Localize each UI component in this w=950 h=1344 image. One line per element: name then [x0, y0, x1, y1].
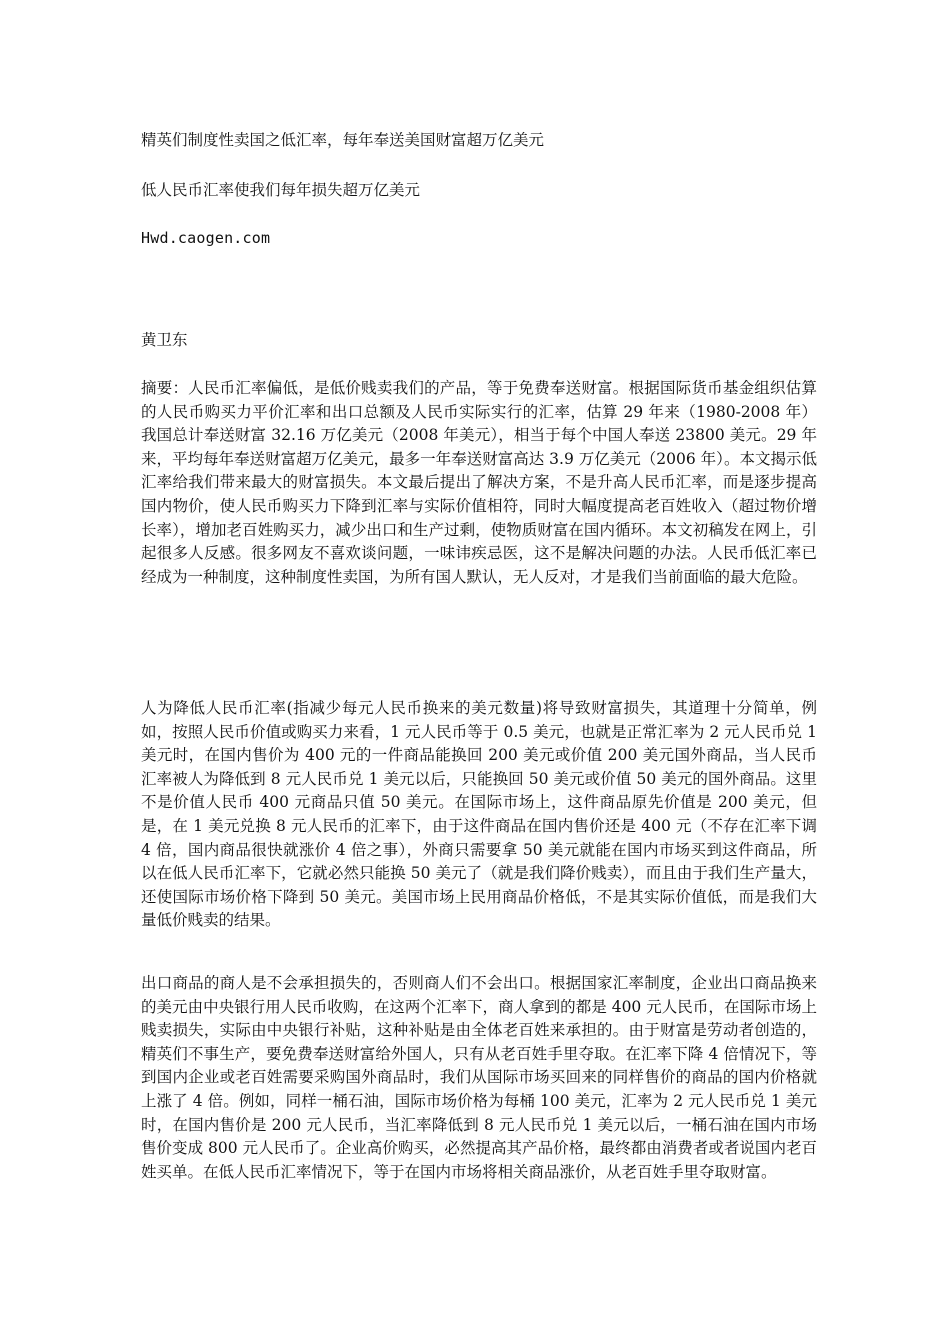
source-site: Hwd.caogen.com [141, 229, 271, 247]
document-subtitle: 低人民币汇率使我们每年损失超万亿美元 [141, 181, 421, 199]
abstract-paragraph: 摘要：人民币汇率偏低，是低价贱卖我们的产品，等于免费奉送财富。根据国际货币基金组织估算的人民币购买力平价汇率和出口总额及人民币实际实行的汇率，估算 29 年来（1980-2008 年）我国总计奉送财富 32.16 万亿美元（2008 年美元），相当于每个中国人奉送 23800 美元。29 年来，平均每年奉送财富超万亿美元，最多一年奉送财富高达 3.9 万亿美元（2006 年）。本文揭示低汇率给我们带来最大的财富损失。本文最后提出了解决方案，不是升高人民币汇率，而是逐步提高国内物价，使人民币购买力下降到汇率与实际价值相符，同时大幅度提高老百姓收入（超过物价增长率），增加老百姓购买力，减少出口和生产过剩，使物质财富在国内循环。本文初稿发在网上，引起很多人反感。很多网友不喜欢谈问题，一味讳疾忌医，这不是解决问题的办法。人民币低汇率已经成为一种制度，这种制度性卖国，为所有国人默认，无人反对，才是我们当前面临的最大危险。 [141, 379, 817, 586]
author-name: 黄卫东 [141, 331, 188, 349]
body-paragraph-1: 人为降低人民币汇率(指减少每元人民币换来的美元数量)将导致财富损失，其道理十分简单，例如，按照人民币价值或购买力来看，1 元人民币等于 0.5 美元，也就是正常汇率为 2 元人民币兑 1 美元时，在国内售价为 400 元的一件商品能换回 200 美元或价值 200 美元国外商品，当人民币汇率被人为降低到 8 元人民币兑 1 美元以后，只能换回 50 美元或价值 50 美元的国外商品。这里不是价值人民币 400 元商品只值 50 美元。在国际市场上，这件商品原先价值是 200 美元，但是，在 1 美元兑换 8 元人民币的汇率下，由于这件商品在国内售价还是 400 元（不存在汇率下调 4 倍，国内商品很快就涨价 4 倍之事），外商只需要拿 50 美元就能在国内市场买到这件商品，所以在低人民币汇率下，它就必然只能换 50 美元了（就是我们降价贱卖），而且由于我们生产量大，还使国际市场价格下降到 50 美元。美国市场上民用商品价格低，不是其实际价值低，而是我们大量低价贱卖的结果。 [141, 699, 817, 930]
document-title: 精英们制度性卖国之低汇率，每年奉送美国财富超万亿美元 [141, 131, 545, 149]
body-paragraph-2: 出口商品的商人是不会承担损失的，否则商人们不会出口。根据国家汇率制度，企业出口商品换来的美元由中央银行用人民币收购，在这两个汇率下，商人拿到的都是 400 元人民币，在国际市场上贱卖损失，实际由中央银行补贴，这种补贴是由全体老百姓来承担的。由于财富是劳动者创造的，精英们不事生产，要免费奉送财富给外国人，只有从老百姓手里夺取。在汇率下降 4 倍情况下，等到国内企业或老百姓需要采购国外商品时，我们从国际市场买回来的同样售价的商品的国内价格就上涨了 4 倍。例如，同样一桶石油，国际市场价格为每桶 100 美元，汇率为 2 元人民币兑 1 美元时，在国内售价是 200 元人民币，当汇率降低到 8 元人民币兑 1 美元以后，一桶石油在国内市场售价变成 800 元人民币了。企业高价购买，必然提高其产品价格，最终都由消费者或者说国内老百姓买单。在低人民币汇率情况下，等于在国内市场将相关商品涨价，从老百姓手里夺取财富。 [141, 974, 817, 1181]
